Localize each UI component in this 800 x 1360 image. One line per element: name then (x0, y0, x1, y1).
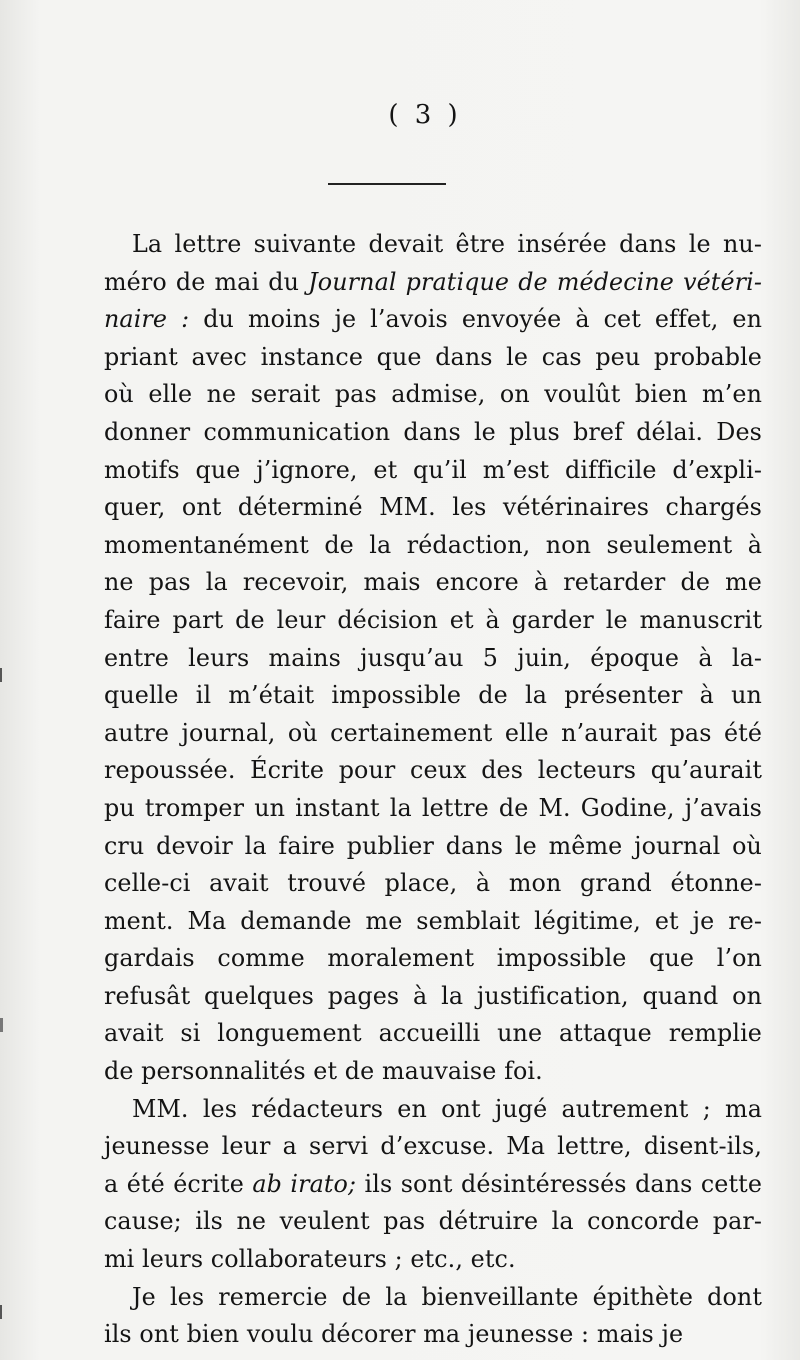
text-line: jeunesse leur a servi d’excuse. Ma lettre, disent-ils, (104, 1132, 762, 1161)
text-line: mi leurs collaborateurs ; etc., etc. (104, 1245, 516, 1274)
text-line: avait si longuement accueilli une attaque remplie (104, 1019, 762, 1048)
text-line: cru devoir la faire publier dans le même journal où (104, 831, 762, 860)
italic-title: Journal pratique de médecine vétéri- (308, 267, 762, 296)
text-line: gardais comme moralement impossible que l’on (104, 944, 762, 973)
paragraph (104, 1279, 762, 1354)
text-line: quer, ont déterminé MM. les vétérinaires chargés (104, 493, 762, 522)
text-line: momentanément de la rédaction, non seulement à (104, 530, 762, 559)
text-line: La lettre suivante devait être insérée dans le nu- (132, 230, 762, 258)
text-line: ils ont bien voulu décorer ma jeunesse : mais je (104, 1320, 684, 1349)
text-line: ne pas la recevoir, mais encore à retarder de me (104, 568, 762, 597)
text-line: où elle ne serait pas admise, on voulût bien m’en (104, 380, 762, 409)
text-line: quelle il m’était impossible de la présenter à un (104, 681, 762, 710)
binding-mark (0, 1305, 16, 1319)
text-line: Je les remercie de la bienveillante épithète dont (132, 1282, 762, 1311)
text-line: ment. Ma demande me semblait légitime, et je re- (104, 906, 762, 935)
text-line: priant avec instance que dans le cas peu probable (104, 342, 762, 371)
text-line: refusât quelques pages à la justification, quand on (104, 981, 762, 1010)
text-line: pu tromper un instant la lettre de M. Godine, j’avais (104, 793, 762, 822)
italic-title: naire : (104, 305, 190, 334)
text-line: cause; ils ne veulent pas détruire la concorde par- (104, 1207, 762, 1236)
text-line: faire part de leur décision et à garder le manuscrit (104, 605, 762, 634)
binding-mark (0, 1018, 17, 1032)
paragraph (104, 226, 762, 1091)
text-line: motifs que j’ignore, et qu’il m’est difficile d’expli- (104, 455, 762, 484)
binding-mark (0, 668, 16, 682)
text-line: celle-ci avait trouvé place, à mon grand étonne- (104, 869, 762, 898)
page-number: ( 3 ) (388, 100, 462, 130)
text-line: de personnalités et de mauvaise foi. (104, 1057, 543, 1086)
text-line: repoussée. Écrite pour ceux des lecteurs qu’aurait (104, 756, 762, 785)
body-text (104, 226, 762, 1354)
header-rule (328, 183, 446, 185)
text-line: MM. les rédacteurs en ont jugé autrement ; ma (132, 1094, 762, 1123)
text-line: autre journal, où certainement elle n’aurait pas été (104, 718, 762, 747)
text-line: donner communication dans le plus bref délai. Des (104, 417, 762, 446)
text-line: a été écrite ab irato; ils sont désintéressés dans cette (104, 1169, 763, 1198)
text-line: naire : du moins je l’avois envoyée à cet effet, en (104, 305, 762, 334)
text-line: entre leurs mains jusqu’au 5 juin, époque à la- (104, 643, 762, 672)
italic-title: ab irato; (252, 1169, 357, 1198)
text-line: méro de mai du Journal pratique de médecine vétéri- (104, 267, 762, 296)
paragraph (104, 1091, 762, 1279)
